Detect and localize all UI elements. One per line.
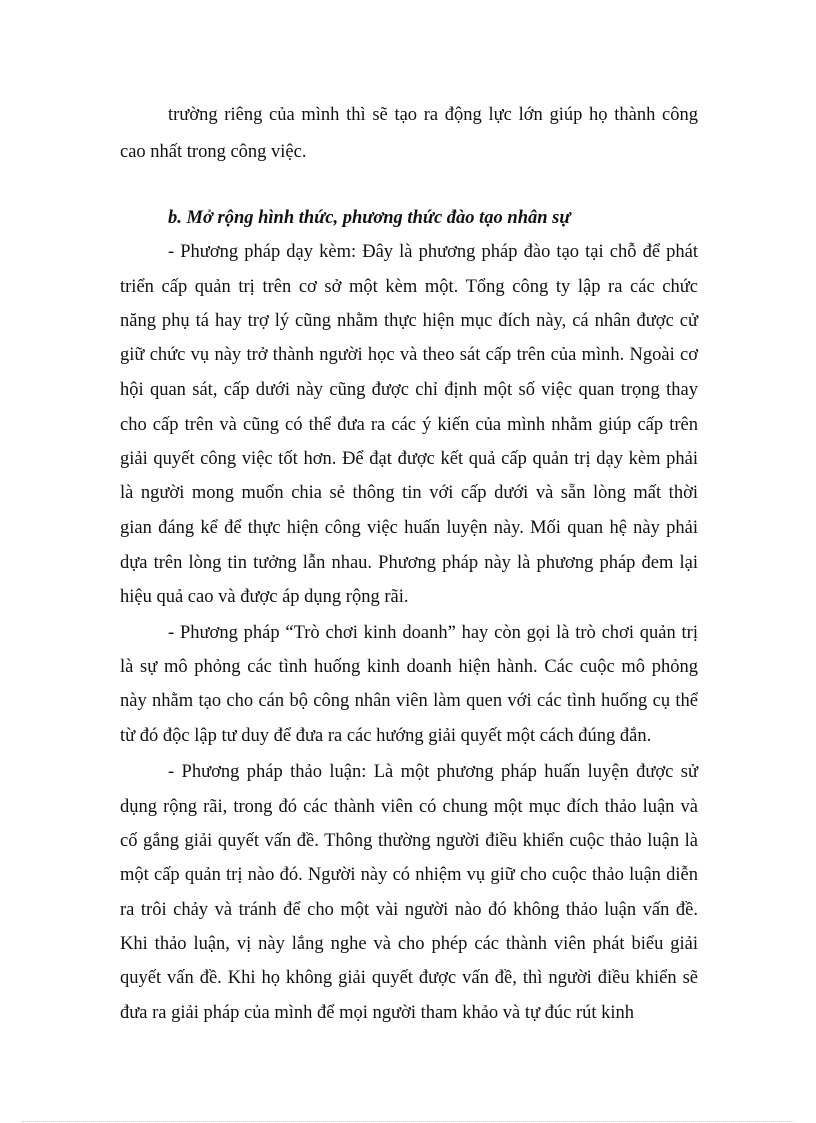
- p1-line-9: gian đáng kể để thực hiện công việc huấn luyện này. Mối quan hệ này phải: [120, 518, 698, 538]
- p3-line-6: Khi thảo luận, vị này lắng nghe và cho phép các thành viên phát biểu giải: [120, 934, 698, 954]
- p3-line-3: cố gắng giải quyết vấn đề. Thông thường người điều khiển cuộc thảo luận là: [120, 831, 698, 851]
- p1-line-10: dựa trên lòng tin tưởng lẫn nhau. Phương pháp này là phương pháp đem lại: [120, 553, 698, 573]
- section-heading: b. Mở rộng hình thức, phương thức đào tạo nhân sự: [168, 208, 571, 228]
- p3-line-4: một cấp quản trị nào đó. Người này có nhiệm vụ giữ cho cuộc thảo luận diễn: [120, 865, 698, 885]
- p1-line-11: hiệu quả cao và được áp dụng rộng rãi.: [120, 587, 409, 607]
- p2-line-3: này nhằm tạo cho cán bộ công nhân viên làm quen với các tình huống cụ thể: [120, 691, 698, 711]
- p1-line-3: năng phụ tá hay trợ lý cũng nhằm thực hiện mục đích này, cá nhân được cử: [120, 311, 698, 331]
- p1-line-4: giữ chức vụ này trở thành người học và theo sát cấp trên của mình. Ngoài cơ: [120, 345, 698, 365]
- p1-line-6: cho cấp trên và cũng có thể đưa ra các ý kiến của mình nhằm giúp cấp trên: [120, 415, 698, 435]
- p3-line-2: dụng rộng rãi, trong đó các thành viên có chung một mục đích thảo luận và: [120, 797, 698, 817]
- page-bottom-divider: [22, 1121, 794, 1122]
- intro-line-1: trường riêng của mình thì sẽ tạo ra động lực lớn giúp họ thành công: [168, 105, 698, 125]
- p1-line-7: giải quyết công việc tốt hơn. Để đạt được kết quả cấp quản trị dạy kèm phải: [120, 449, 698, 469]
- p3-line-7: quyết vấn đề. Khi họ không giải quyết được vấn đề, thì người điều khiển sẽ: [120, 968, 698, 988]
- p2-line-1: - Phương pháp “Trò chơi kinh doanh” hay còn gọi là trò chơi quản trị: [168, 623, 698, 643]
- p3-line-5: ra trôi chảy và tránh để cho một vài người nào đó không thảo luận vấn đề.: [120, 900, 698, 920]
- p3-line-1: - Phương pháp thảo luận: Là một phương pháp huấn luyện được sử: [168, 762, 698, 782]
- p2-line-2: là sự mô phỏng các tình huống kinh doanh hiện hành. Các cuộc mô phỏng: [120, 657, 698, 677]
- p1-line-8: là người mong muốn chia sẻ thông tin với cấp dưới và sẵn lòng mất thời: [120, 483, 698, 503]
- p3-line-8: đưa ra giải pháp của mình để mọi người tham khảo và tự đúc rút kinh: [120, 1003, 635, 1023]
- p2-line-4: từ đó độc lập tư duy để đưa ra các hướng giải quyết một cách đúng đắn.: [120, 726, 652, 746]
- p1-line-2: triển cấp quản trị trên cơ sở một kèm một. Tổng công ty lập ra các chức: [120, 277, 698, 297]
- p1-line-1: - Phương pháp dạy kèm: Đây là phương pháp đào tạo tại chỗ để phát: [168, 242, 698, 262]
- intro-line-2: cao nhất trong công việc.: [120, 142, 307, 162]
- p1-line-5: hội quan sát, cấp dưới này cũng được chỉ định một số việc quan trọng thay: [120, 380, 698, 400]
